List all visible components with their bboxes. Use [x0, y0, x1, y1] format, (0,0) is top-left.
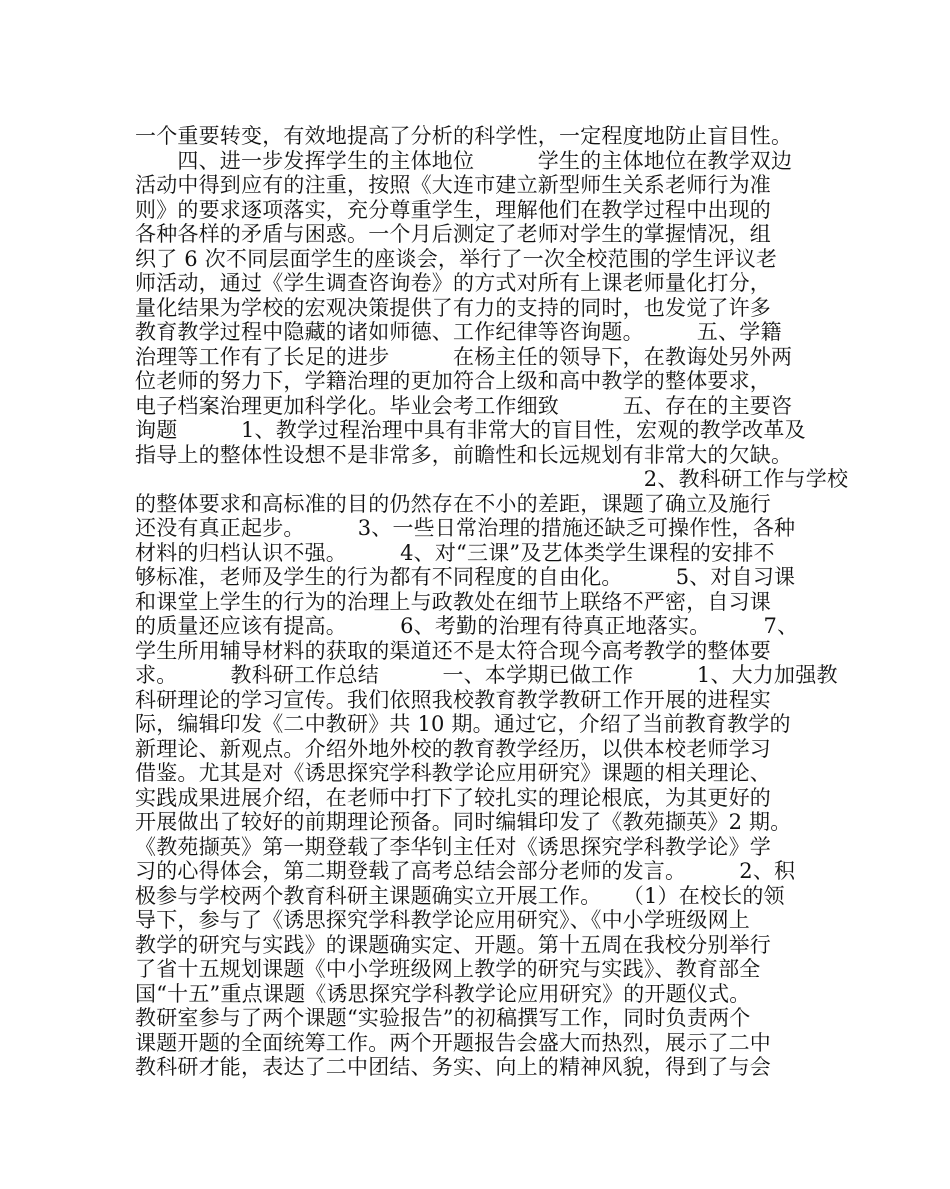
text-line: 2、教科研工作与学校 — [135, 467, 849, 491]
text-line: 织了 6 次不同层面学生的座谈会，举行了一次全校范围的学生评议老 — [135, 246, 778, 271]
text-line: 治理等工作有了长足的进步 在杨主任的领导下，在教诲处另外两 — [135, 344, 793, 369]
text-line: 位老师的努力下，学籍治理的更加符合上级和高中教学的整体要求， — [135, 369, 771, 393]
text-line: 材料的归档认识不强。 4、对“三课”及艺体类学生课程的安排不 — [135, 540, 775, 565]
text-line: 习的心得体会，第二期登载了高考总结会部分老师的发言。 2、积 — [135, 859, 796, 883]
text-line: 课题开题的全面统筹工作。两个开题报告会盛大而热烈，展示了二中 — [135, 1030, 771, 1055]
text-line: 求。 教科研工作总结 一、本学期已做工作 1、大力加强教 — [135, 663, 838, 687]
body-text — [135, 124, 849, 1080]
text-line: 师活动，通过《学生调查咨询卷》的方式对所有上课老师量化打分， — [135, 271, 771, 295]
text-line: 教研室参与了两个课题“实验报告”的初稿撰写工作，同时负责两个 — [135, 1006, 751, 1030]
text-line: 际，编辑印发《二中教研》共 10 期。通过它，介绍了当前教育教学的 — [135, 712, 791, 736]
text-line: 活动中得到应有的注重，按照《大连市建立新型师生关系老师行为准 — [135, 173, 771, 197]
text-line: 则》的要求逐项落实，充分尊重学生，理解他们在教学过程中出现的 — [135, 197, 771, 222]
text-line: 各种各样的矛盾与困惑。一个月后测定了老师对学生的掌握情况，组 — [135, 222, 771, 246]
text-line: 导下，参与了《诱思探究学科教学论应用研究》、《中小学班级网上 — [135, 908, 750, 932]
text-line: 的整体要求和高标准的目的仍然存在不小的差距，课题了确立及施行 — [135, 491, 771, 516]
text-line: 够标准，老师及学生的行为都有不同程度的自由化。 5、对自习课 — [135, 565, 796, 589]
text-line: 指导上的整体性设想不是非常多，前瞻性和长远规划有非常大的欠缺。 — [135, 442, 793, 467]
text-line: 和课堂上学生的行为的治理上与政教处在细节上联络不严密，自习课 — [135, 589, 771, 614]
text-line: 教科研才能，表达了二中团结、务实、向上的精神风貌，得到了与会 — [135, 1055, 771, 1079]
text-line: 新理论、新观点。介绍外地外校的教育教学经历，以供本校老师学习 — [135, 736, 771, 761]
text-line: 科研理论的学习宣传。我们依照我校教育教学教研工作开展的进程实 — [135, 687, 771, 712]
text-line: 四、进一步发挥学生的主体地位 学生的主体地位在教学双边 — [135, 148, 793, 173]
text-line: 极参与学校两个教育科研主课题确实立开展工作。 （1）在校长的领 — [135, 883, 785, 908]
text-line: 一个重要转变，有效地提高了分析的科学性，一定程度地防止盲目性。 — [135, 124, 793, 148]
text-line: 还没有真正起步。 3、一些日常治理的措施还缺乏可操作性，各种 — [135, 516, 796, 540]
text-line: 了省十五规划课题《中小学班级网上教学的研究与实践》、教育部全 — [135, 957, 761, 981]
text-line: 国“十五”重点课题《诱思探究学科教学论应用研究》的开题仪式。 — [135, 981, 751, 1006]
text-line: 的质量还应该有提高。 6、考勤的治理有待真正地落实。 7、 — [135, 614, 799, 638]
text-line: 询题 1、教学过程治理中具有非常大的盲目性，宏观的教学改革及 — [135, 418, 806, 442]
text-line: 《教苑撷英》第一期登载了李华钊主任对《诱思探究学科教学论》学 — [135, 834, 771, 859]
text-line: 量化结果为学校的宏观决策提供了有力的支持的同时，也发觉了许多 — [135, 295, 771, 320]
text-line: 开展做出了较好的前期理论预备。同时编辑印发了《教苑撷英》2 期。 — [135, 810, 792, 834]
text-line: 借鉴。尤其是对《诱思探究学科教学论应用研究》课题的相关理论、 — [135, 761, 771, 785]
text-line: 教学的研究与实践》的课题确实定、开题。第十五周在我校分别举行 — [135, 932, 771, 957]
text-line: 学生所用辅导材料的获取的渠道还不是太符合现今高考教学的整体要 — [135, 638, 771, 663]
text-line: 实践成果进展介绍，在老师中打下了较扎实的理论根底，为其更好的 — [135, 785, 771, 810]
text-line: 教育教学过程中隐藏的诸如师德、工作纪律等咨询题。 五、学籍 — [135, 320, 782, 344]
text-line: 电子档案治理更加科学化。毕业会考工作细致 五、存在的主要咨 — [135, 393, 793, 418]
